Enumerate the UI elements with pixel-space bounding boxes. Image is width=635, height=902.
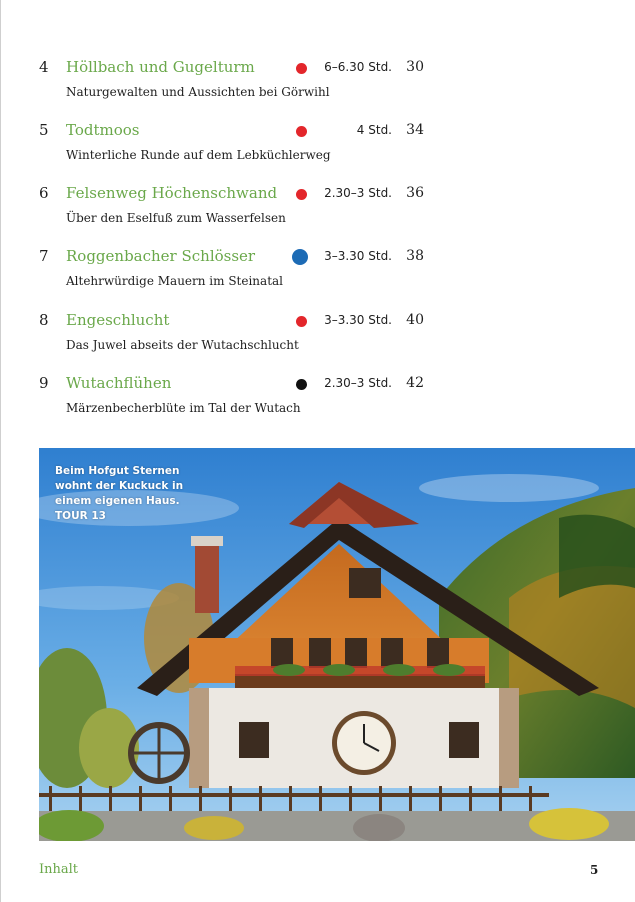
tour-duration: 4 Std. (356, 123, 392, 137)
tour-duration: 6–6.30 Std. (324, 60, 392, 74)
tour-subtitle: Winterliche Runde auf dem Lebküchlerweg (66, 148, 331, 162)
toc-entry[interactable] (0, 247, 635, 297)
footer-section-label: Inhalt (39, 862, 79, 877)
difficulty-dot-icon (296, 189, 307, 200)
tour-subtitle: Naturgewalten und Aussichten bei Görwihl (66, 85, 330, 99)
tour-title[interactable]: Roggenbacher Schlösser (66, 247, 256, 265)
photo-hofgut-sternen (39, 448, 635, 841)
difficulty-dot-icon (292, 249, 308, 265)
tour-number: 9 (39, 374, 49, 392)
tour-title[interactable]: Wutachflühen (66, 374, 172, 392)
toc-entry[interactable] (0, 374, 635, 424)
difficulty-dot-icon (296, 316, 307, 327)
tour-subtitle: Altehrwürdige Mauern im Steinatal (66, 274, 284, 288)
toc-entry[interactable] (0, 311, 635, 361)
tour-page-number[interactable]: 30 (406, 59, 424, 75)
tour-duration: 3–3.30 Std. (324, 249, 392, 263)
difficulty-dot-icon (296, 63, 307, 74)
footer-page-number: 5 (590, 863, 599, 877)
tour-page-number[interactable]: 40 (406, 312, 424, 328)
tour-title[interactable]: Felsenweg Höchenschwand (66, 184, 278, 202)
tour-number: 7 (39, 247, 49, 265)
toc-entry[interactable] (0, 58, 635, 108)
difficulty-dot-icon (296, 126, 307, 137)
tour-number: 4 (39, 58, 49, 76)
tour-subtitle: Das Juwel abseits der Wutachschlucht (66, 338, 299, 352)
photo-caption: Beim Hofgut Sternen wohnt der Kuckuck in einem eigenen Haus. TOUR 13 (55, 465, 184, 522)
tour-number: 8 (39, 311, 49, 329)
tour-page-number[interactable]: 42 (406, 375, 424, 391)
tour-title[interactable]: Todtmoos (66, 121, 140, 139)
tour-duration: 2.30–3 Std. (324, 186, 392, 200)
tour-duration: 2.30–3 Std. (324, 376, 392, 390)
tour-page-number[interactable]: 36 (406, 185, 424, 201)
tour-subtitle: Über den Eselfuß zum Wasserfelsen (66, 211, 286, 225)
toc-entry[interactable] (0, 184, 635, 234)
tour-duration: 3–3.30 Std. (324, 313, 392, 327)
toc-entry[interactable] (0, 121, 635, 171)
tour-subtitle: Märzenbecherblüte im Tal der Wutach (66, 401, 301, 415)
tour-title[interactable]: Engeschlucht (66, 311, 170, 329)
tour-page-number[interactable]: 38 (406, 248, 424, 264)
difficulty-dot-icon (296, 379, 307, 390)
tour-page-number[interactable]: 34 (406, 122, 424, 138)
tour-number: 5 (39, 121, 49, 139)
tour-title[interactable]: Höllbach und Gugelturm (66, 58, 255, 76)
tour-number: 6 (39, 184, 49, 202)
